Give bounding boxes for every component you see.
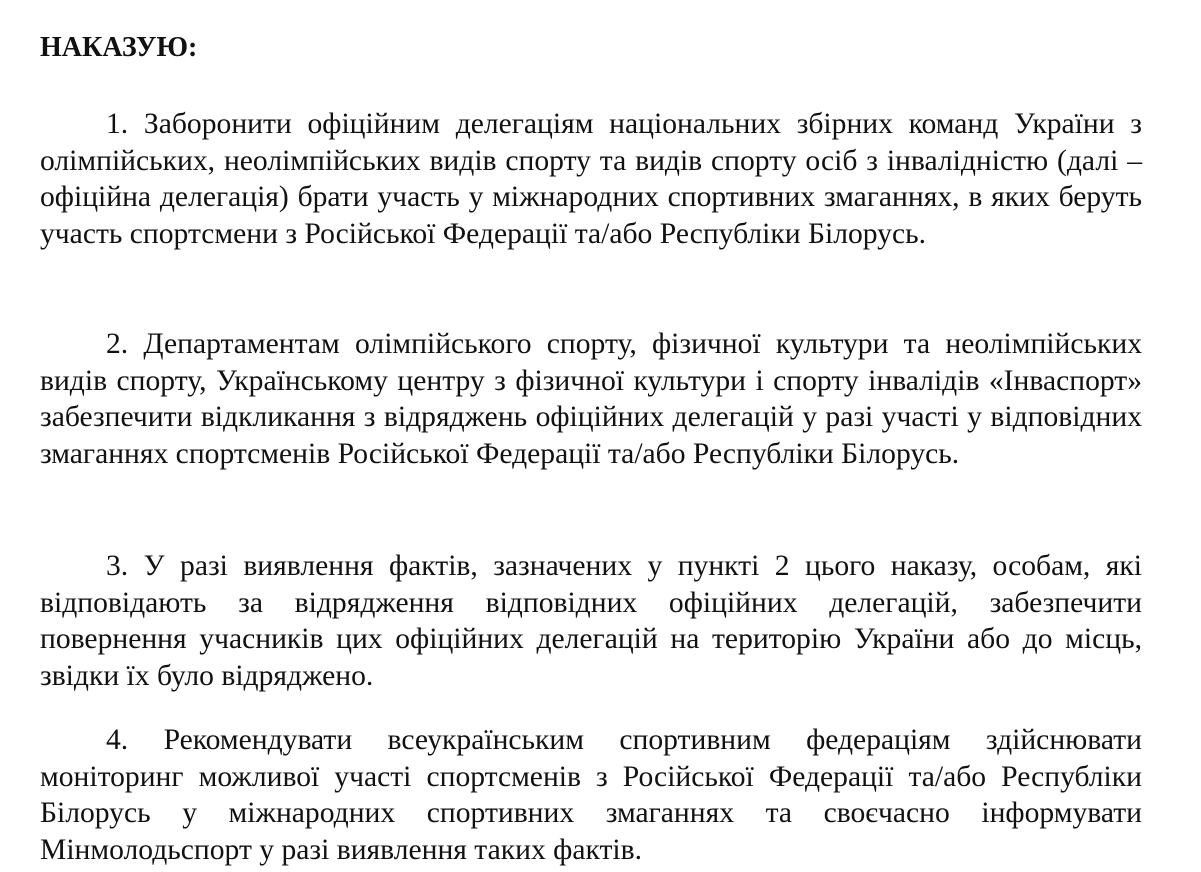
paragraph-4: 4. Рекомендувати всеукраїнським спортивним федераціям здійснювати моніторинг можливої участі спортсменів з Російської Федерації та/або Республіки Білорусь у міжнародних спортивних змаганнях та своєчасно інформувати Мінмолодьспорт у разі виявлення таких фактів. bbox=[40, 724, 1142, 867]
paragraph-3: 3. У разі виявлення фактів, зазначених у пункті 2 цього наказу, особам, які відповідають за відрядження відповідних офіційних делегацій, забезпечити повернення учасників цих офіційних делегацій на територію України або до місць, звідки їх було відряджено. bbox=[40, 550, 1142, 693]
paragraph-1: 1. Заборонити офіційним делегаціям національних збірних команд України з олімпійських, неолімпійських видів спорту та видів спорту осіб з інвалідністю (далі – офіційна делегація) брати участь у міжнародних спортивних змаганнях, в яких беруть участь спортсмени з Російської Федерації та/або Республіки Білорусь. bbox=[40, 108, 1142, 251]
order-heading: НАКАЗУЮ: bbox=[40, 32, 198, 63]
paragraph-2: 2. Департаментам олімпійського спорту, фізичної культури та неолімпійських видів спорту, Українському центру з фізичної культури і спорту інвалідів «Інваспорт» забезпечити відкликання з відряджень офіційних делегацій у разі участі у відповідних змаганнях спортсменів Російської Федерації та/або Республіки Білорусь. bbox=[40, 328, 1142, 471]
